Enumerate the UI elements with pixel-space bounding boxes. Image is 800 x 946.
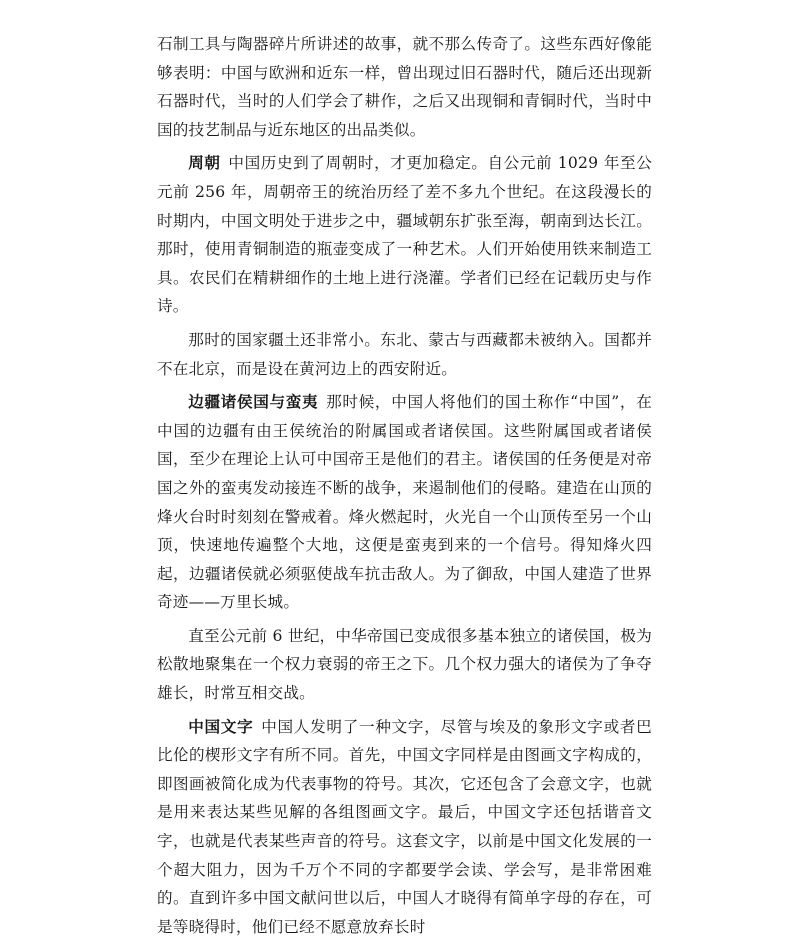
paragraph-text: 石制工具与陶器碎片所讲述的故事，就不那么传奇了。这些东西好像能够表明：中国与欧洲和近东一样，曾出现过旧石器时代，随后还出现新石器时代，当时的人们学会了耕作，之后又出现铜和青铜时代，当时中国的技艺制品与近东地区的出品类似。 [157,35,652,139]
paragraph-frontier-states [157,388,652,617]
paragraph-sixth-century [157,622,652,708]
paragraph-text: 中国历史到了周朝时，才更加稳定。自公元前 1029 年至公元前 256 年，周朝帝王的统治历经了差不多九个世纪。在这段漫长的时期内，中国文明处于进步之中，疆域朝东扩张至海，朝南到达长江。那时，使用青铜制造的瓶壶变成了一种艺术。人们开始使用铁来制造工具。农民们在精耕细作的土地上进行浇灌。学者们已经在记载历史与作诗。 [157,154,652,316]
section-heading-zhou: 周朝 [188,154,221,173]
paragraph-stone-tools [157,30,652,144]
paragraph-text: 那时候，中国人将他们的国土称作“中国”，在中国的边疆有由王侯统治的附属国或者诸侯国。这些附属国或者诸侯国，至少在理论上认可中国帝王是他们的君主。诸侯国的任务便是对帝国之外的蛮夷发动接连不断的战争，来遏制他们的侵略。建造在山顶的烽火台时时刻刻在警戒着。烽火燃起时，火光自一个山顶传至另一个山顶，快速地传遍整个大地，这便是蛮夷到来的一个信号。得知烽火四起，边疆诸侯就必须驱使战车抗击敌人。为了御敌，中国人建造了世界奇迹——万里长城。 [157,393,652,612]
page-text-block [157,30,652,946]
section-heading-frontier: 边疆诸侯国与蛮夷 [188,393,319,412]
paragraph-text: 直至公元前 6 世纪，中华帝国已变成很多基本独立的诸侯国，极为松散地聚集在一个权力衰弱的帝王之下。几个权力强大的诸侯为了争夺雄长，时常互相交战。 [157,626,652,703]
paragraph-zhou-dynasty [157,149,652,321]
paragraph-chinese-writing [157,713,652,942]
section-heading-writing: 中国文字 [188,717,254,736]
paragraph-territory [157,326,652,383]
paragraph-text: 那时的国家疆土还非常小。东北、蒙古与西藏都未被纳入。国都并不在北京，而是设在黄河边上的西安附近。 [157,330,652,378]
paragraph-text: 中国人发明了一种文字，尽管与埃及的象形文字或者巴比伦的楔形文字有所不同。首先，中国文字同样是由图画文字构成的，即图画被简化成为代表事物的符号。其次，它还包含了会意文字，也就是用来表达某些见解的各组图画文字。最后，中国文字还包括谐音文字，也就是代表某些声音的符号。这套文字，以前是中国文化发展的一个超大阻力，因为千万个不同的字都要学会读、学会写，是非常困难的。直到许多中国文献问世以后，中国人才晓得有简单字母的存在，可是等晓得时，他们已经不愿意放弃长时 [157,717,652,936]
